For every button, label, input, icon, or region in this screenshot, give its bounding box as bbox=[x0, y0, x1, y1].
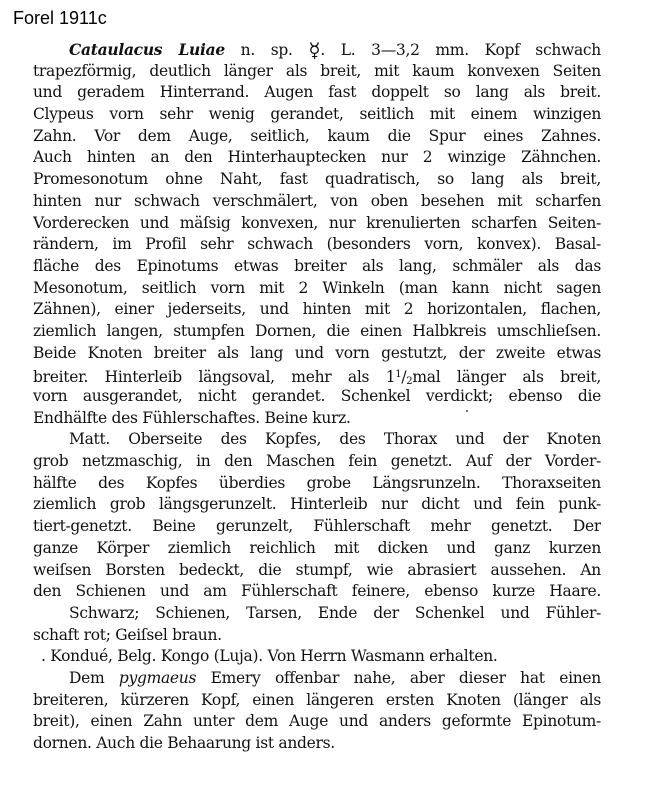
description-line-7: Promesonotum ohne Naht, fast quadratisch, so lang als breit, bbox=[33, 170, 601, 189]
comparison-line-1-rest: Emery offenbar nahe, aber dieser hat einen bbox=[196, 668, 601, 687]
description-line-3: und geradem Hinterrand. Augen fast doppelt so lang als breit. bbox=[33, 83, 601, 102]
gaster-length-text: breiter. Hinterleib längsoval, mehr als 1 bbox=[33, 368, 396, 386]
description-line-17: vorn ausgerandet, nicht gerandet. Schenkel verdickt; ebenso die bbox=[33, 387, 601, 405]
sculpture-line-1: Matt. Oberseite des Kopfes, des Thorax und der Knoten bbox=[69, 430, 601, 449]
fraction-slash: / bbox=[401, 368, 407, 386]
comparison-line-3: breit), einen Zahn unter dem Auge und anders geformte Epinotum- bbox=[33, 712, 601, 731]
description-line-2: trapezförmig, deutlich länger als breit, mit kaum konvexen Seiten bbox=[33, 61, 601, 80]
description-line-10: rändern, im Profil sehr schwach (besonders vorn, konvex). Basal- bbox=[33, 235, 601, 254]
color-line-2: schaft rot; Geiſsel braun. bbox=[33, 625, 222, 644]
description-line-4: Clypeus vorn sehr wenig gerandet, seitlich mit einem winzigen bbox=[33, 105, 601, 124]
sculpture-line-8: den Schienen und am Fühlerschaft feinere, ebenso kurze Haare. bbox=[33, 582, 601, 601]
sculpture-line-3: hälfte des Kopfes überdies grobe Längsrunzeln. Thoraxseiten bbox=[33, 473, 601, 492]
description-line-1: Cataulacus Luiae n. sp. ☿. L. 3—3,2 mm. Kopf schwach bbox=[69, 39, 601, 61]
fraction-numerator: 1 bbox=[395, 369, 402, 381]
description-line-14: ziemlich langen, stumpfen Dornen, die einen Halbkreis umschlieſsen. bbox=[33, 321, 601, 340]
description-line-11: fläche des Epinotums etwas breiter als lang, schmäler als das bbox=[33, 256, 601, 275]
locality-line: . Kondué, Belg. Kongo (Luja). Von Herrn Wasmann erhalten. bbox=[41, 647, 498, 666]
sculpture-line-5: tiert-genetzt. Beine gerunzelt, Fühlerschaft mehr genetzt. Der bbox=[33, 517, 601, 536]
description-line-8: hinten nur schwach verschmälert, von oben besehen mit scharfen bbox=[33, 191, 601, 210]
species-description-text bbox=[33, 39, 601, 755]
fraction-denominator: 2 bbox=[406, 376, 413, 386]
description-line-9: Vorderecken und mäſsig konvexen, nur krenulierten scharfen Seiten- bbox=[33, 213, 601, 232]
sculpture-line-2: grob netzmaschig, in den Maschen fein genetzt. Auf der Vorder- bbox=[33, 452, 601, 471]
source-label: Forel 1911c bbox=[13, 8, 107, 28]
description-line-13: Zähnen), einer jederseits, und hinten mit 2 horizontalen, flachen, bbox=[33, 300, 601, 319]
comparison-line-1 bbox=[33, 668, 601, 690]
sculpture-line-6: ganze Körper ziemlich reichlich mit dicken und ganz kurzen bbox=[33, 538, 601, 557]
description-line-15: Beide Knoten breiter als lang und vorn gestutzt, der zweite etwas bbox=[33, 343, 601, 362]
new-species-label: n. sp. bbox=[224, 41, 309, 59]
gaster-length-text-end: mal länger als breit, bbox=[412, 368, 601, 386]
comparison-line-2: breiteren, kürzeren Kopf, einen längeren ersten Knoten (länger als bbox=[33, 690, 601, 709]
comparison-intro: Dem bbox=[69, 668, 119, 687]
sculpture-line-4: ziemlich grob längsgerunzelt. Hinterleib nur dicht und fein punk- bbox=[33, 495, 601, 514]
description-line-12: Mesonotum, seitlich vorn mit 2 Winkeln (man kann nicht sagen bbox=[33, 278, 601, 297]
description-line-5: Zahn. Vor dem Auge, seitlich, kaum die Spur eines Zahnes. bbox=[33, 126, 601, 145]
compared-species-name: pygmaeus bbox=[118, 668, 197, 687]
description-line-1-rest: . L. 3—3,2 mm. Kopf schwach bbox=[320, 41, 601, 59]
color-line-1: Schwarz; Schienen, Tarsen, Ende der Schenkel und Fühler- bbox=[69, 603, 601, 622]
description-line-16 bbox=[33, 364, 601, 386]
description-line-6: Auch hinten an den Hinterhauptecken nur 2 winzige Zähnchen. bbox=[33, 148, 601, 167]
description-line-18: Endhälfte des Fühlerschaftes. Beine kurz. bbox=[33, 408, 351, 427]
comparison-line-4: dornen. Auch die Behaarung ist anders. bbox=[33, 734, 335, 752]
sculpture-line-7: weiſsen Borsten bedeckt, die stumpf, wie abrasiert aussehen. An bbox=[33, 560, 601, 579]
scan-speck bbox=[466, 410, 468, 412]
taxon-name: Cataulacus Luiae bbox=[69, 40, 225, 59]
